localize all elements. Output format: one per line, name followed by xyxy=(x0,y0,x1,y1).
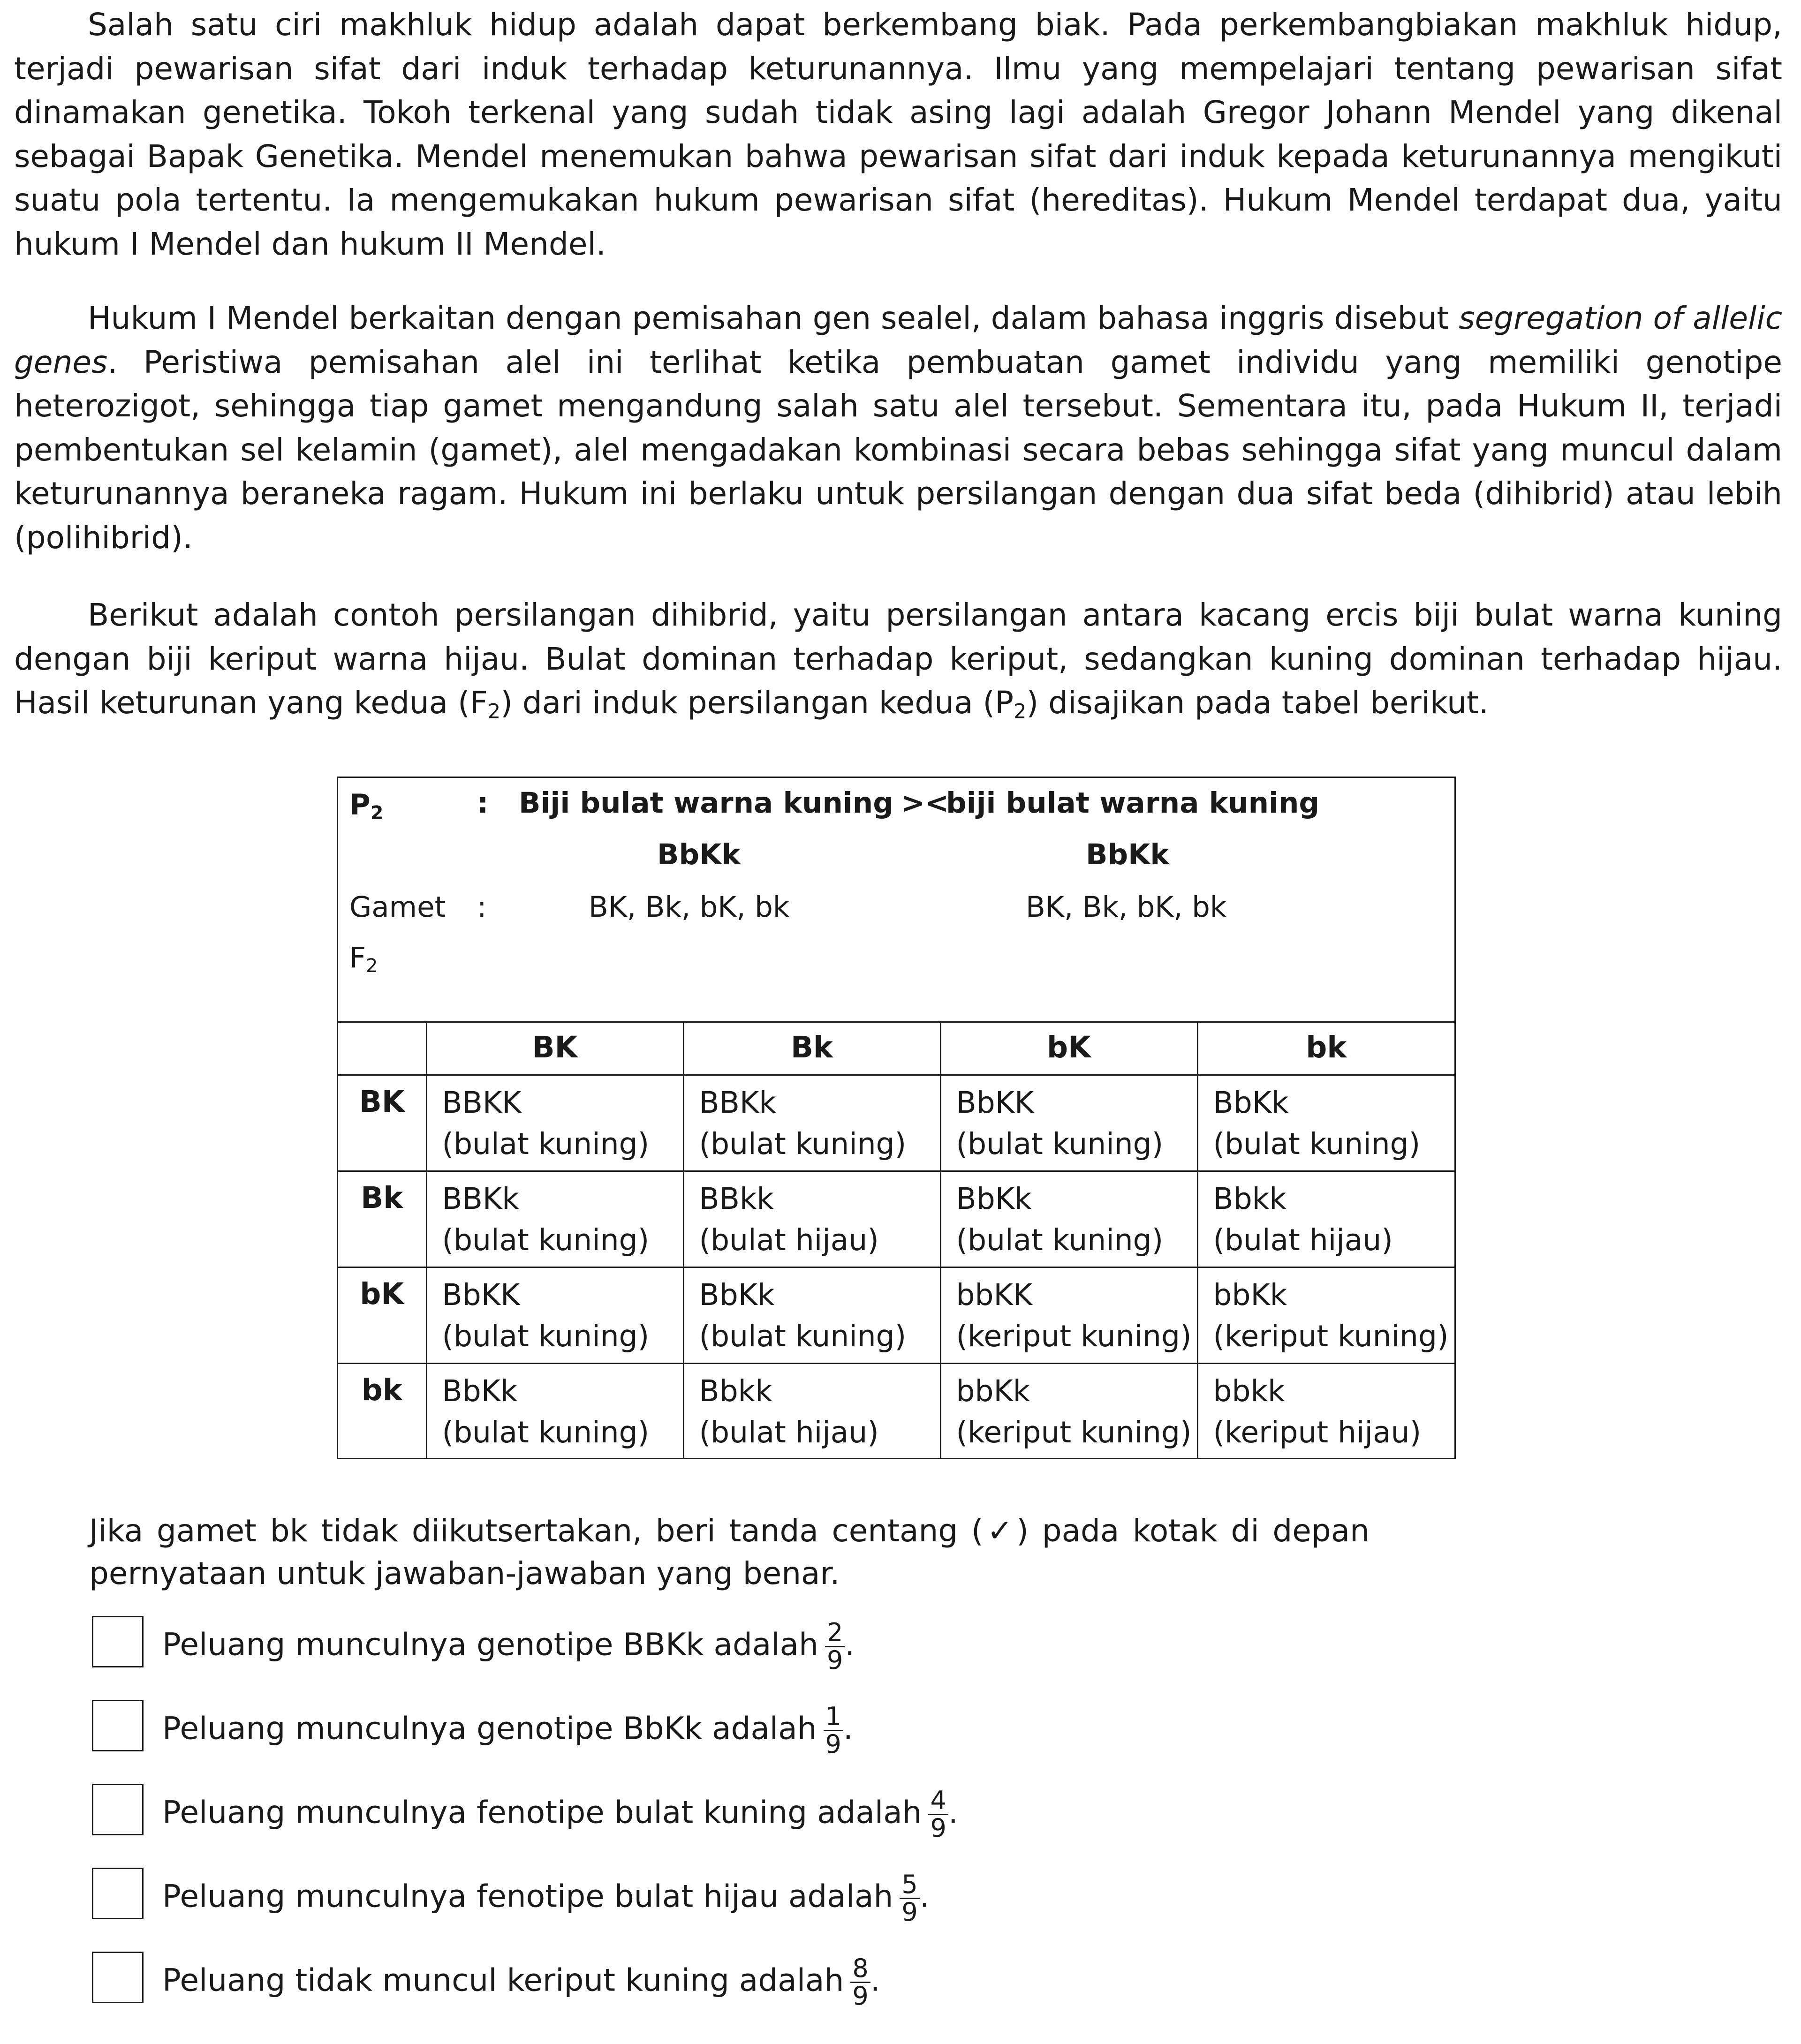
question-prompt: Jika gamet bk tidak diikutsertakan, beri tanda centang (✓) pada kotak di depan pernyataan untuk jawaban-jawaban yang benar. xyxy=(89,1513,1370,1591)
option-label: Peluang munculnya fenotipe bulat kuning adalah $\frac{4}{9}$ . xyxy=(162,1786,958,1843)
cell-genotype: BbKK xyxy=(442,1277,520,1312)
column-header-BK: BK xyxy=(426,1021,683,1075)
cell-phenotype: (bulat hijau) xyxy=(1213,1222,1393,1257)
punnett-cell xyxy=(683,1363,940,1459)
cell-genotype: Bbkk xyxy=(699,1373,772,1408)
intro-paragraph-2 xyxy=(14,296,1782,560)
p2-colon: : xyxy=(477,786,489,820)
paragraph-2-text xyxy=(14,296,1782,560)
cell-phenotype: (bulat kuning) xyxy=(442,1415,650,1449)
paragraph-2-part-b: . Peristiwa pemisahan alel ini terlihat ketika pembuatan gamet individu yang memiliki genotipe heterozigot, sehingga tiap gamet mengandung salah satu alel tersebut. Sementara itu, pada Hukum II, terjadi pembentukan sel kelamin (gamet), alel mengadakan kombinasi secara bebas sehingga sifat yang muncul dalam keturunannya beraneka ragam. Hukum ini berlaku untuk persilangan dengan dua sifat beda (dihibrid) atau lebih (polihibrid). xyxy=(14,344,1782,556)
cell-genotype: bbKK xyxy=(956,1277,1033,1312)
paragraph-3-part-b: ) dari induk persilangan kedua (P xyxy=(500,685,1014,721)
paragraph-3-text xyxy=(14,593,1782,725)
option-checkbox[interactable] xyxy=(92,1784,144,1835)
f2-label: $F_2$ xyxy=(349,941,378,977)
gametes-left: BK, Bk, bK, bk xyxy=(589,890,790,924)
punnett-cell xyxy=(1197,1075,1454,1171)
cell-genotype: BbKk xyxy=(1213,1085,1289,1120)
cell-phenotype: (keriput kuning) xyxy=(956,1319,1192,1353)
column-header-Bk: Bk xyxy=(683,1021,940,1075)
cell-genotype: BBKk xyxy=(442,1181,519,1216)
option-checkbox[interactable] xyxy=(92,1616,144,1667)
cell-genotype: bbKk xyxy=(956,1373,1030,1408)
cell-genotype: BbKk xyxy=(956,1181,1032,1216)
cell-phenotype: (bulat kuning) xyxy=(1213,1126,1421,1161)
column-header-bk: bk xyxy=(1197,1021,1454,1075)
punnett-row-BK xyxy=(338,1075,1454,1171)
cell-phenotype: (keriput hijau) xyxy=(1213,1415,1422,1449)
option-fraction: $\frac{2}{9}$ xyxy=(825,1621,845,1673)
option-label: Peluang munculnya genotipe BbKk adalah $\frac{1}{9}$ . xyxy=(162,1702,853,1759)
cell-phenotype: (bulat kuning) xyxy=(699,1126,907,1161)
cell-phenotype: (bulat kuning) xyxy=(442,1319,650,1353)
row-header-bK: bK xyxy=(338,1267,426,1363)
cell-phenotype: (keriput kuning) xyxy=(956,1415,1192,1449)
cell-phenotype: (bulat hijau) xyxy=(699,1415,879,1449)
cross-header xyxy=(338,778,1454,1023)
cell-genotype: BbKk xyxy=(699,1277,775,1312)
gamet-colon: : xyxy=(477,890,487,924)
paragraph-3-part-a: Berikut adalah contoh persilangan dihibrid, yaitu persilangan antara kacang ercis biji bulat warna kuning dengan biji keriput warna hijau. Bulat dominan terhadap keriput, sedangkan kuning dominan terhadap hijau. Hasil keturunan yang kedua (F xyxy=(14,597,1782,721)
cell-phenotype: (bulat kuning) xyxy=(956,1126,1164,1161)
punnett-header-row xyxy=(338,1021,1454,1075)
intro-paragraph-3 xyxy=(14,593,1782,725)
cell-genotype: BbKK xyxy=(956,1085,1034,1120)
option-fraction: $\frac{4}{9}$ xyxy=(928,1788,948,1840)
option-checkbox[interactable] xyxy=(92,1952,144,2003)
punnett-row-bK xyxy=(338,1267,1454,1363)
punnett-cell xyxy=(1197,1363,1454,1459)
punnett-cell xyxy=(426,1267,683,1363)
gametes-right: BK, Bk, bK, bk xyxy=(1026,890,1227,924)
row-header-Bk: Bk xyxy=(338,1171,426,1267)
paragraph-3-part-c: ) disajikan pada tabel berikut. xyxy=(1026,685,1489,721)
option-label: Peluang munculnya genotipe BBKk adalah $\frac{2}{9}$ . xyxy=(162,1618,855,1675)
paragraph-2-italic-term: segregation of allelic genes xyxy=(14,300,1782,380)
punnett-cell xyxy=(426,1363,683,1459)
option-fraction: $\frac{1}{9}$ xyxy=(824,1705,843,1757)
punnett-cell xyxy=(1197,1171,1454,1267)
paragraph-3-subscript-1: 2 xyxy=(487,700,501,724)
cell-genotype: Bbkk xyxy=(1213,1181,1286,1216)
punnett-cell xyxy=(940,1075,1197,1171)
option-fraction: $\frac{8}{9}$ xyxy=(850,1956,870,2008)
cell-genotype: BBKK xyxy=(442,1085,522,1120)
dihybrid-cross-table xyxy=(337,777,1456,1459)
cell-phenotype: (bulat hijau) xyxy=(699,1222,879,1257)
cell-phenotype: (bulat kuning) xyxy=(699,1319,907,1353)
intro-paragraph-1 xyxy=(14,3,1782,266)
cell-phenotype: (keriput kuning) xyxy=(1213,1319,1449,1353)
column-header-bK: bK xyxy=(940,1021,1197,1075)
punnett-cell xyxy=(683,1075,940,1171)
parent-right-phenotype: biji bulat warna kuning xyxy=(946,786,1320,820)
punnett-row-Bk xyxy=(338,1171,1454,1267)
punnett-cell xyxy=(940,1363,1197,1459)
gamet-label: Gamet xyxy=(349,890,446,924)
paragraph-2-part-a: Hukum I Mendel berkaitan dengan pemisahan gen sealel, dalam bahasa inggris disebut xyxy=(88,300,1459,336)
punnett-corner-cell xyxy=(338,1021,426,1075)
punnett-cell xyxy=(426,1075,683,1171)
cell-genotype: BbKk xyxy=(442,1373,518,1408)
option-checkbox[interactable] xyxy=(92,1700,144,1751)
parent-left-phenotype: Biji bulat warna kuning xyxy=(519,786,893,820)
punnett-cell xyxy=(940,1171,1197,1267)
punnett-cell xyxy=(940,1267,1197,1363)
cross-symbol: >< xyxy=(901,786,949,820)
cell-genotype: bbkk xyxy=(1213,1373,1285,1408)
parent-left-genotype: BbKk xyxy=(657,838,741,871)
punnett-cell xyxy=(683,1171,940,1267)
cell-phenotype: (bulat kuning) xyxy=(442,1126,650,1161)
punnett-square xyxy=(338,1021,1454,1459)
option-label: Peluang munculnya fenotipe bulat hijau adalah $\frac{5}{9}$ . xyxy=(162,1870,930,1927)
option-label: Peluang tidak muncul keriput kuning adalah $\frac{8}{9}$ . xyxy=(162,1953,880,2011)
punnett-cell xyxy=(1197,1267,1454,1363)
row-header-BK: BK xyxy=(338,1075,426,1171)
p2-label: $P_2$ xyxy=(349,788,384,824)
cell-phenotype: (bulat kuning) xyxy=(956,1222,1164,1257)
option-checkbox[interactable] xyxy=(92,1868,144,1919)
row-header-bk: bk xyxy=(338,1363,426,1459)
cell-genotype: BBKk xyxy=(699,1085,776,1120)
option-fraction: $\frac{5}{9}$ xyxy=(900,1872,919,1924)
punnett-cell xyxy=(683,1267,940,1363)
punnett-cell xyxy=(426,1171,683,1267)
cell-phenotype: (bulat kuning) xyxy=(442,1222,650,1257)
punnett-row-bk xyxy=(338,1363,1454,1459)
cell-genotype: BBkk xyxy=(699,1181,774,1216)
cell-genotype: bbKk xyxy=(1213,1277,1287,1312)
parent-right-genotype: BbKk xyxy=(1086,838,1169,871)
paragraph-3-subscript-2: 2 xyxy=(1014,700,1027,724)
paragraph-1-text: Salah satu ciri makhluk hidup adalah dapat berkembang biak. Pada perkembangbiakan makhluk hidup, terjadi pewarisan sifat dari induk terhadap keturunannya. Ilmu yang mempelajari tentang pewarisan sifat dinamakan genetika. Tokoh terkenal yang sudah tidak asing lagi adalah Gregor Johann Mendel yang dikenal sebagai Bapak Genetika. Mendel menemukan bahwa pewarisan sifat dari induk kepada keturunannya mengikuti suatu pola tertentu. Ia mengemukakan hukum pewarisan sifat (hereditas). Hukum Mendel terdapat dua, yaitu hukum I Mendel dan hukum II Mendel. xyxy=(14,7,1782,262)
